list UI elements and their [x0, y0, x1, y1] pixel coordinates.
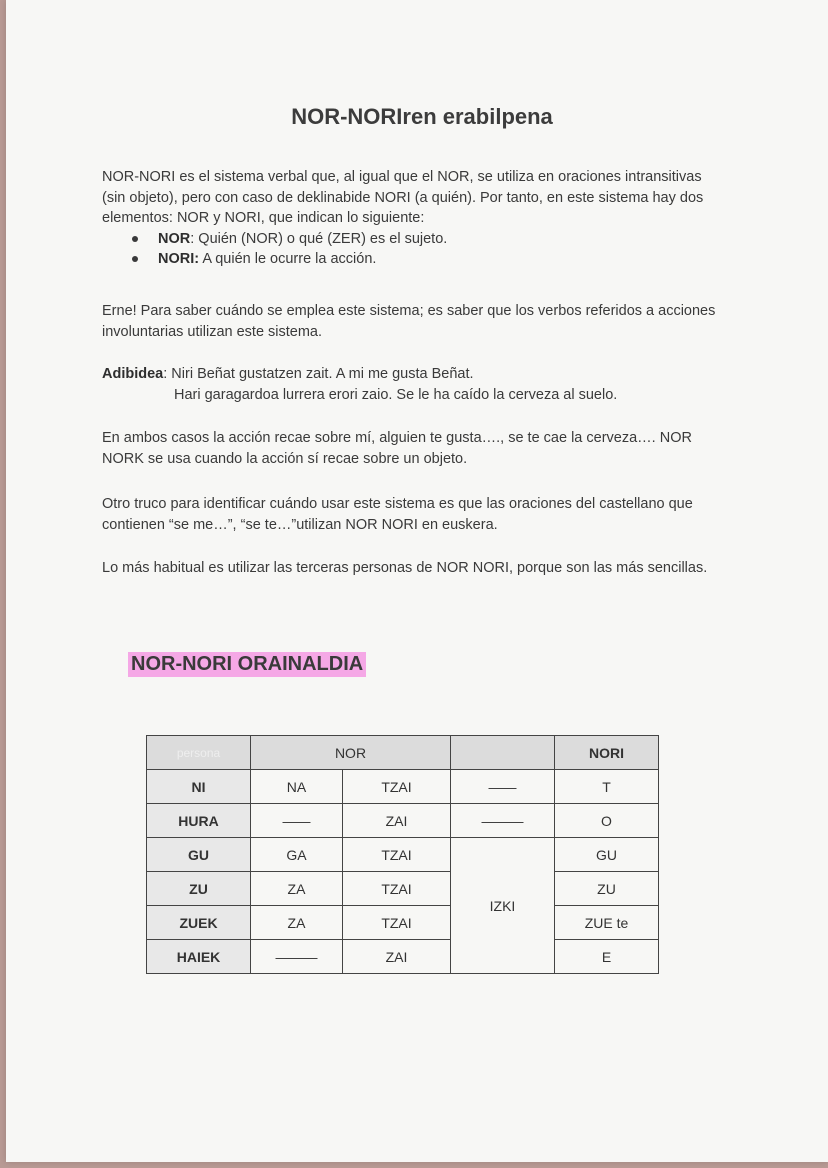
bullet-term: NORI:	[158, 251, 200, 267]
row-cell-a: ZA	[251, 906, 343, 940]
header-nori: NORI	[555, 736, 659, 770]
truco-paragraph: Otro truco para identificar cuándo usar este sistema es que las oraciones del castellano que contienen “se me…”, “se te…”utilizan NOR NORI en euskera.	[102, 496, 693, 533]
table-row	[147, 838, 659, 872]
merged-cell-izki: IZKI	[451, 838, 555, 974]
bullet-item-nori	[130, 249, 722, 270]
example-block	[102, 364, 722, 405]
table-row	[147, 906, 659, 940]
row-nori: E	[555, 940, 659, 974]
row-persona: NI	[147, 770, 251, 804]
header-empty	[451, 736, 555, 770]
row-persona: HAIEK	[147, 940, 251, 974]
section-title: NOR-NORI ORAINALDIA	[128, 652, 366, 677]
bullet-item-nor	[130, 229, 722, 250]
row-cell-b: TZAI	[343, 838, 451, 872]
row-cell-c: ———	[451, 804, 555, 838]
table-row	[147, 872, 659, 906]
intro-paragraph: NOR-NORI es el sistema verbal que, al igual que el NOR, se utiliza en oraciones intransitivas (sin objeto), pero con caso de deklinabide NORI (a quién). Por tanto, en este sistema hay dos elementos: NOR y NORI, que indican lo siguiente:	[102, 169, 704, 226]
row-persona: HURA	[147, 804, 251, 838]
row-cell-b: TZAI	[343, 906, 451, 940]
page-title: NOR-NORIren erabilpena	[291, 104, 553, 129]
row-cell-a: GA	[251, 838, 343, 872]
table-header-row	[147, 736, 659, 770]
header-nor: NOR	[251, 736, 451, 770]
row-nori: GU	[555, 838, 659, 872]
header-persona: persona	[147, 736, 251, 770]
row-cell-c: ——	[451, 770, 555, 804]
example-line-1	[102, 366, 474, 382]
bullet-text: A quién le ocurre la acción.	[199, 251, 377, 267]
row-cell-b: ZAI	[343, 804, 451, 838]
row-cell-a: ———	[251, 940, 343, 974]
table-row	[147, 804, 659, 838]
row-persona: ZUEK	[147, 906, 251, 940]
row-persona: GU	[147, 838, 251, 872]
row-cell-a: ZA	[251, 872, 343, 906]
row-nori: T	[555, 770, 659, 804]
row-nori: O	[555, 804, 659, 838]
erne-paragraph: Erne! Para saber cuándo se emplea este sistema; es saber que los verbos referidos a acciones involuntarias utilizan este sistema.	[102, 303, 716, 340]
intro-block	[102, 167, 722, 270]
example-line-2: Hari garagardoa lurrera erori zaio. Se le ha caído la cerveza al suelo.	[174, 386, 618, 403]
row-cell-b: ZAI	[343, 940, 451, 974]
row-persona: ZU	[147, 872, 251, 906]
row-cell-b: TZAI	[343, 770, 451, 804]
row-cell-a: ——	[251, 804, 343, 838]
table-row	[147, 770, 659, 804]
conjugation-table	[146, 735, 659, 974]
row-cell-a: NA	[251, 770, 343, 804]
example-label: Adibidea	[102, 366, 164, 382]
bullet-list	[102, 229, 722, 270]
example-text-1: : Niri Beñat gustatzen zait. A mi me gusta Beñat.	[163, 366, 474, 382]
bullet-term: NOR	[158, 230, 191, 247]
document-page	[6, 0, 828, 1162]
table-row	[147, 940, 659, 974]
row-nori: ZU	[555, 872, 659, 906]
ambos-paragraph: En ambos casos la acción recae sobre mí, alguien te gusta…., se te cae la cerveza…. NOR NORK se usa cuando la acción sí recae sobre un objeto.	[102, 430, 692, 467]
row-nori: ZUE te	[555, 906, 659, 940]
row-cell-b: TZAI	[343, 872, 451, 906]
bullet-text: : Quién (NOR) o qué (ZER) es el sujeto.	[190, 230, 448, 247]
habitual-paragraph: Lo más habitual es utilizar las terceras personas de NOR NORI, porque son las más sencillas.	[102, 560, 708, 576]
